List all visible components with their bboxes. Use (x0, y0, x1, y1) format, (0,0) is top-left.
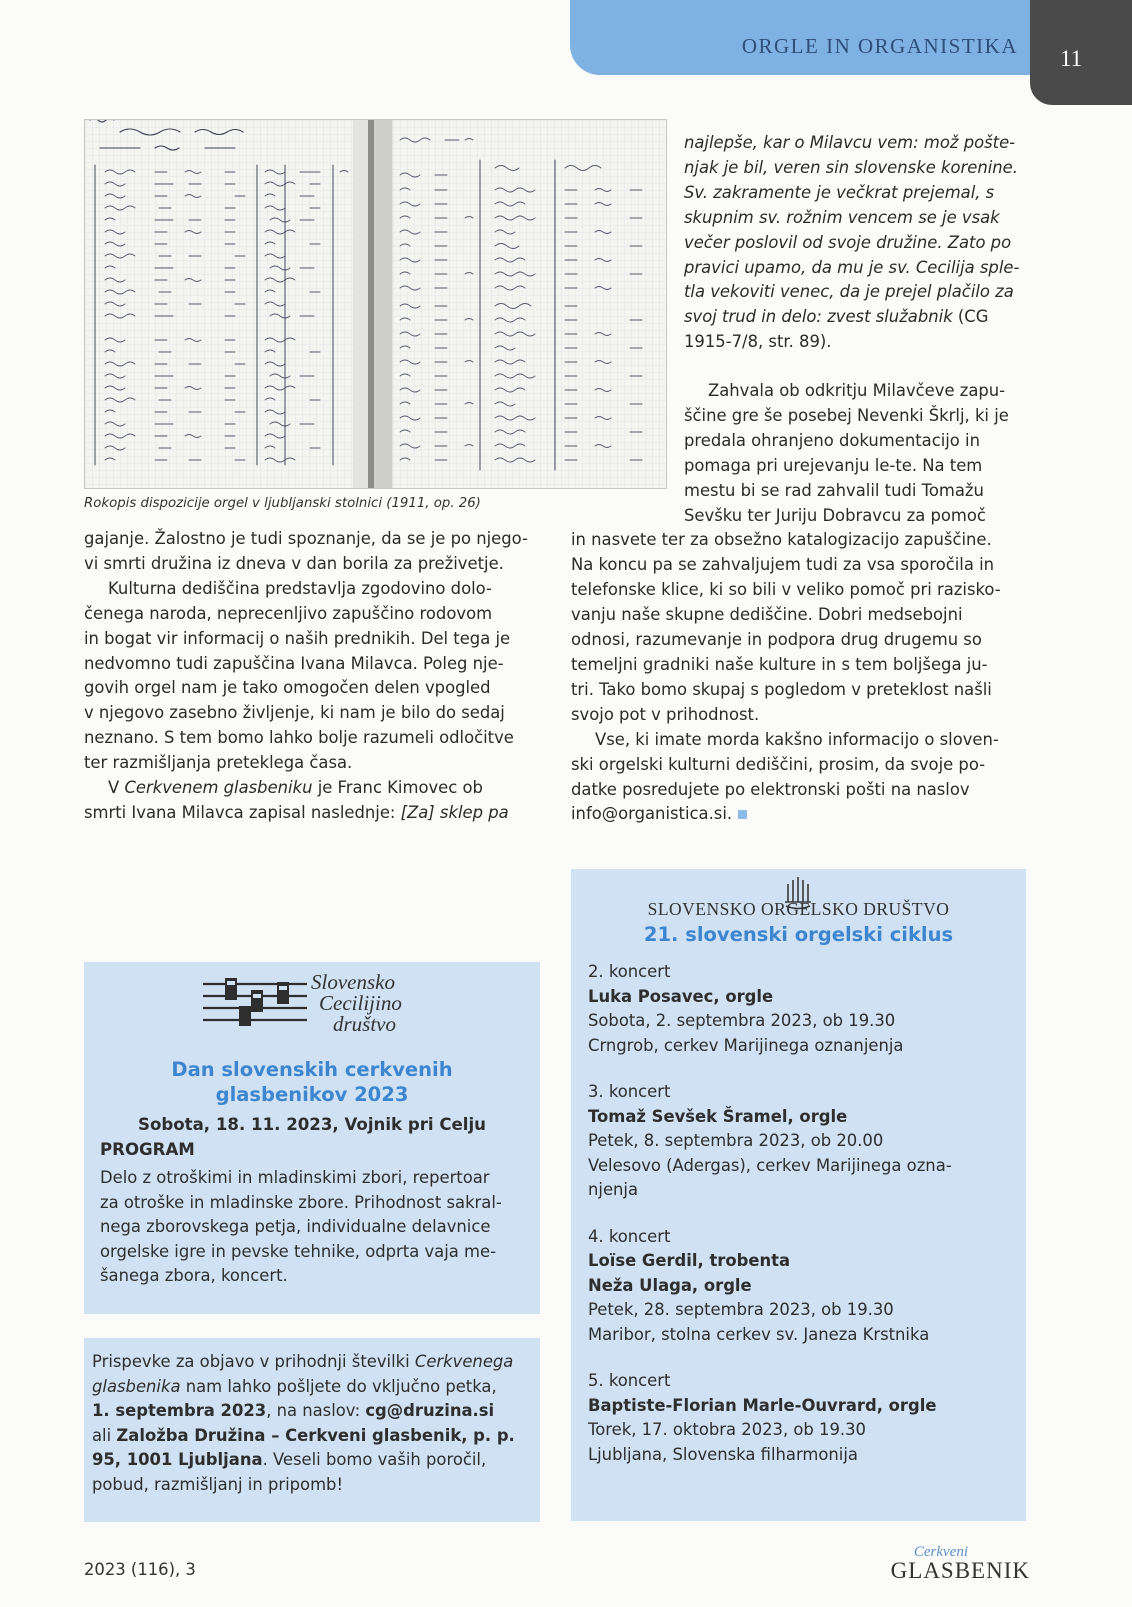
organ-cycle-box (571, 869, 1026, 1521)
concert-date: Torek, 17. oktobra 2023, ob 19.30 (588, 1420, 866, 1439)
text-line: mestu bi se rad zahvalil tudi Tomažu (684, 480, 984, 500)
quote-start: [Za] sklep pa (400, 802, 509, 822)
text-line: najlepše, kar o Milavcu vem: mož pošte- (684, 133, 1016, 152)
cecilian-society-logo (203, 972, 433, 1036)
text-line: šanega zbora, koncert. (100, 1266, 288, 1285)
text-line: Sevšku ter Juriju Dobravcu za pomoč (684, 505, 986, 525)
magazine-logo (870, 1545, 1030, 1583)
text-line: vi smrti družina iz dneva v dan borila za preživetje. (84, 553, 504, 573)
concert-number: 4. koncert (588, 1226, 671, 1246)
text-line: Delo z otroškimi in mladinskimi zbori, repertoar (100, 1168, 490, 1187)
program-description (100, 1166, 528, 1289)
logo-main-text: GLASBENIK (890, 1558, 1030, 1583)
concert-date: Sobota, 2. septembra 2023, ob 19.30 (588, 1011, 896, 1030)
program-label: PROGRAM (100, 1140, 195, 1159)
text-run: . Veseli bomo vaših poročil, (262, 1450, 487, 1469)
text-line: vanju naše skupne dediščine. Dobri medsebojni (571, 605, 963, 625)
text-line: nega zborovskega petja, individualne delavnice (100, 1217, 491, 1236)
text-line: čenega naroda, neprecenljivo zapuščino rodovom (84, 603, 493, 623)
page-number: 11 (1060, 46, 1083, 71)
text-run: ali (92, 1425, 117, 1445)
text-run: smrti Ivana Milavca zapisal naslednje: (84, 802, 401, 822)
email-link[interactable]: cg@druzina.si (365, 1401, 495, 1420)
main-text-left (84, 527, 541, 826)
email-link[interactable]: info@organistica.si. (571, 804, 733, 824)
figure-caption: Rokopis dispozicije orgel v ljubljanski stolnici (1911, op. 26) (84, 496, 481, 511)
text-line: tri. Tako bomo skupaj s pogledom v preteklost našli (571, 679, 992, 699)
submission-text (92, 1350, 532, 1497)
cecilian-society-box (84, 962, 540, 1314)
concert-date: Petek, 28. septembra 2023, ob 19.30 (588, 1300, 894, 1319)
concert-performer: Baptiste-Florian Marle-Ouvrard, orgle (588, 1395, 937, 1415)
concert-number: 5. koncert (588, 1371, 671, 1390)
text-line: ski orgelski kulturni dediščini, prosim, da svoje po- (571, 754, 986, 774)
title-line: Dan slovenskih cerkvenih (171, 1058, 453, 1081)
text-run: pobud, razmišljanj in pripomb! (92, 1474, 344, 1494)
concert-number: 3. koncert (588, 1082, 671, 1101)
concert-item (588, 1080, 1018, 1203)
text-run: nam lahko pošljete do vključno petka, (180, 1376, 497, 1396)
concert-place: Ljubljana, Slovenska filharmonija (588, 1444, 858, 1464)
text-run: Cerkvenega (414, 1352, 514, 1371)
text-line: temeljni gradniki naše kulture in s tem boljšega ju- (571, 654, 988, 674)
postal-address: 95, 1001 Ljubljana (92, 1450, 263, 1469)
end-square-icon (738, 810, 747, 819)
text-line: tla vekoviti venec, da je prejel plačilo za (684, 282, 1014, 302)
issue-number: 2023 (116), 3 (84, 1560, 196, 1579)
text-line: predala ohranjeno dokumentacijo in (684, 430, 980, 450)
text-run: , na naslov: (266, 1401, 366, 1420)
text-line: Kulturna dediščina predstavlja zgodovino dolo- (108, 578, 492, 598)
text-line: govih orgel nam je tako omogočen delen vpogled (84, 678, 491, 698)
text-line: svojo pot v prihodnost. (571, 704, 760, 724)
text-line: Vse, ki imate morda kakšno informacijo o sloven- (595, 729, 999, 749)
text-run: glasbenika (92, 1376, 181, 1396)
text-line: Na koncu pa se zahvaljujem tudi za vsa sporočila in (571, 555, 995, 575)
deadline-date: 1. septembra 2023 (92, 1401, 267, 1420)
society-name: SLOVENSKO ORGELSKO DRUŠTVO (647, 899, 950, 919)
music-staff-icon (203, 976, 307, 1030)
text-line: skupnim sv. rožnim vencem se je vsak (684, 207, 1000, 227)
text-line: Zahvala ob odkritju Milavčeve zapu- (708, 381, 1006, 400)
concert-performer: Luka Posavec, orgle (588, 986, 774, 1006)
concert-item (588, 1369, 1018, 1467)
title-line: glasbenikov 2023 (215, 1083, 409, 1106)
text-line: njak je bil, veren sin slovenske korenine. (684, 157, 1018, 177)
text-line: Sv. zakramente je večkrat prejemal, s (684, 182, 995, 202)
text-run: je Franc Kimovec ob (312, 778, 483, 798)
text-line: nedvomno tudi zapuščina Ivana Milavca. Poleg nje- (84, 653, 504, 673)
concert-performer: Tomaž Sevšek Šramel, orgle (588, 1106, 848, 1126)
citation: (CG 1915-7/8, str. 89). (684, 307, 989, 352)
event-title (84, 1057, 540, 1107)
concert-place: Maribor, stolna cerkev sv. Janeza Krstnika (588, 1324, 930, 1344)
text-line: odnosi, razumevanje in podpora drug drugemu so (571, 630, 982, 650)
concert-place: Velesovo (Adergas), cerkev Marijinega ozna- (588, 1155, 952, 1175)
submission-info-box (84, 1338, 540, 1522)
text-line: in bogat vir informacij o naših prednikih. Del tega je (84, 628, 511, 648)
text-line: telefonske klice, ki so bili v veliko pomoč pri razisko- (571, 580, 1001, 600)
quote-continuation (684, 131, 1029, 355)
acknowledgements-text (571, 379, 1029, 827)
text-line: svoj trud in delo: zvest služabnik (684, 307, 953, 327)
text-line: datke posredujete po elektronski pošti na naslov (571, 779, 970, 799)
text-line: orgelske igre in pevske tehnike, odprta vaja me- (100, 1241, 496, 1261)
text-run: V (108, 778, 125, 798)
text-line: v njegovo zasebno življenje, ki nam je bilo do sedaj (84, 703, 505, 723)
concert-item (588, 1225, 1018, 1348)
concert-date: Petek, 8. septembra 2023, ob 20.00 (588, 1131, 884, 1150)
concert-place: njenja (588, 1180, 639, 1199)
text-line: in nasvete ter za obsežno katalogizacijo zapuščine. (571, 530, 992, 550)
logo-text: društvo (333, 1012, 396, 1036)
text-run: Prispevke za objavo v prihodnji številki (92, 1352, 415, 1371)
text-line: pomaga pri urejevanju le-te. Na tem (684, 455, 983, 475)
text-line: pravici upamo, da mu je sv. Cecilija sple- (684, 257, 1020, 277)
page-number-tab (1030, 0, 1132, 105)
text-line: večer poslovil od svoje družine. Zato po (684, 232, 1012, 252)
postal-address: Založba Družina – Cerkveni glasbenik, p. p. (116, 1425, 515, 1445)
logo-script-text: Cerkveni (913, 1544, 968, 1560)
event-date-place: Sobota, 18. 11. 2023, Vojnik pri Celju (138, 1115, 486, 1134)
concert-list (588, 960, 1018, 1489)
text-line: gajanje. Žalostno je tudi spoznanje, da se je po njego- (84, 529, 528, 548)
concert-number: 2. koncert (588, 962, 671, 981)
text-line: ter razmišljanja preteklega časa. (84, 753, 353, 773)
text-line: ščine gre še posebej Nevenki Škrlj, ki je (684, 405, 1009, 425)
concert-place: Crngrob, cerkev Marijinega oznanjenja (588, 1035, 904, 1055)
text-line: za otroške in mladinske zbore. Prihodnost sakral- (100, 1192, 502, 1212)
logo-text: Slovensko (311, 970, 395, 994)
text-line: neznano. S tem bomo lahko bolje razumeli odločitve (84, 728, 514, 748)
concert-item (588, 960, 1018, 1058)
cycle-title: 21. slovenski orgelski ciklus (643, 923, 954, 946)
concert-performer: Neža Ulaga, orgle (588, 1275, 752, 1295)
section-title: ORGLE IN ORGANISTIKA (741, 34, 1018, 58)
concert-performer: Loïse Gerdil, trobenta (588, 1251, 791, 1270)
logo-text: Cecilijino (319, 991, 402, 1015)
journal-title: Cerkvenem glasbeniku (124, 778, 313, 798)
